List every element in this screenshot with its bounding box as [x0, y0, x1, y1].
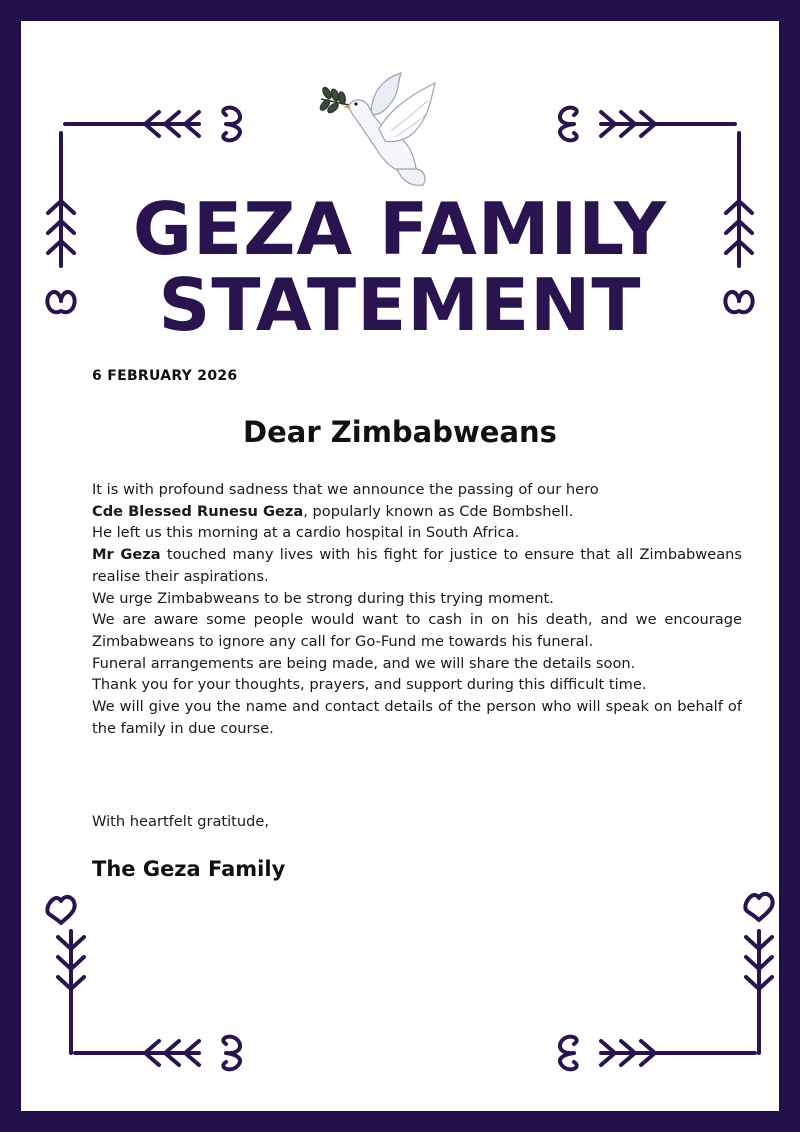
statement-page: [21, 21, 779, 1111]
announcement-rest: , popularly known as Cde Bombshell.: [303, 502, 574, 520]
signature: The Geza Family: [92, 857, 286, 881]
paragraph-urge: We urge Zimbabweans to be strong during this trying moment.: [92, 589, 554, 607]
paragraph-thanks: Thank you for your thoughts, prayers, and support during this difficult time.: [92, 676, 647, 694]
bottom-right-ornament: [560, 894, 773, 1069]
title-line-2: STATEMENT: [158, 263, 642, 347]
legacy-name: Mr Geza: [92, 546, 161, 564]
statement-date: 6 FEBRUARY 2026: [92, 368, 238, 384]
dove-with-olive-branch-icon: [319, 71, 439, 189]
paragraph-passing: He left us this morning at a cardio hospital in South Africa.: [92, 524, 520, 542]
announcement-intro: It is with profound sadness that we announce the passing of our hero: [92, 481, 599, 498]
paragraph-warning: We are aware some people would want to cash in on his death, and we encourage Zimbabweans to ignore any call for Go-Fund me towards his funeral.: [92, 611, 742, 650]
closing-line: With heartfelt gratitude,: [92, 813, 270, 830]
salutation: Dear Zimbabweans: [243, 415, 557, 449]
paragraph-announcement: [92, 479, 742, 522]
title-line-1: GEZA FAMILY: [132, 187, 668, 271]
paragraph-spokesperson: We will give you the name and contact details of the person who will speak on behalf of the family in due course.: [92, 698, 742, 737]
deceased-name: Cde Blessed Runesu Geza: [92, 502, 304, 520]
statement-body: [92, 479, 742, 739]
bottom-left-ornament: [47, 897, 240, 1069]
paragraph-legacy: [92, 544, 742, 587]
legacy-rest: touched many lives with his fight for justice to ensure that all Zimbabweans realise their aspirations.: [92, 546, 742, 585]
paragraph-arrangements: Funeral arrangements are being made, and we will share the details soon.: [92, 654, 636, 672]
